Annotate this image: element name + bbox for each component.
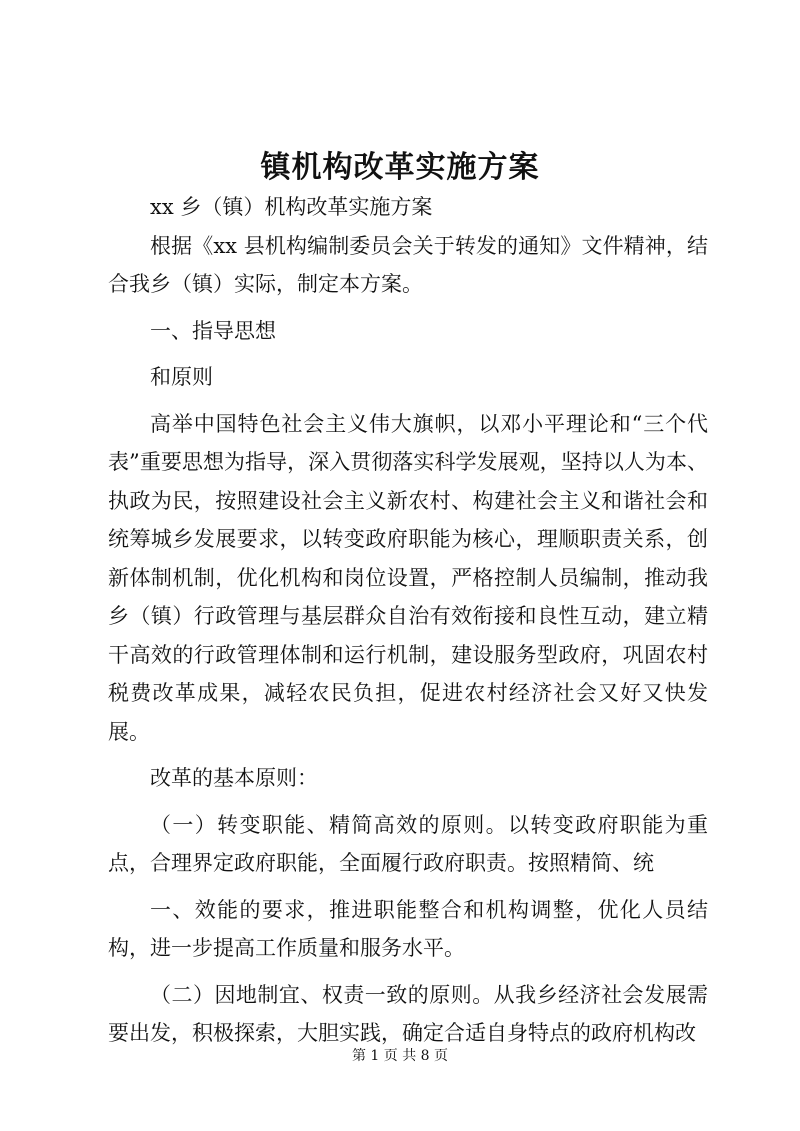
paragraph-subtitle: xx 乡（镇）机构改革实施方案 (150, 195, 433, 219)
document-title: 镇机构改革实施方案 (260, 150, 540, 185)
heading-basic-principles: 改革的基本原则： (150, 766, 318, 790)
paragraph-principle-one-cont: 一、效能的要求，推进职能整合和机构调整，优化人员结构，进一步提高工作质量和服务水平。 (108, 897, 708, 960)
paragraph-principle-two: （二）因地制宜、权责一致的原则。从我乡经济社会发展需要出发，积极探索，大胆实践，确定合适自身特点的政府机构改 (108, 982, 708, 1045)
page-footer: 第 1 页 共 8 页 (351, 1048, 449, 1064)
document-body (108, 188, 708, 1053)
paragraph-guiding-body: 高举中国特色社会主义伟大旗帜，以邓小平理论和“三个代表”重要思想为指导，深入贯彻落实科学发展观，坚持以人为本、执政为民，按照建设社会主义新农村、构建社会主义和谐社会和统筹城乡发展要求，以转变政府职能为核心，理顺职责关系，创新体制机制，优化机构和岗位设置，严格控制人员编制，推动我乡（镇）行政管理与基层群众自治有效衔接和良性互动，建立精干高效的行政管理体制和运行机制，建设服务型政府，巩固农村税费改革成果，减轻农民负担，促进农村经济社会又好又快发展。 (108, 411, 708, 744)
paragraph-principle-one: （一）转变职能、精简高效的原则。以转变政府职能为重点，合理界定政府职能，全面履行政府职责。按照精简、统 (108, 812, 708, 875)
heading-guiding-thought: 一、指导思想 (150, 318, 276, 343)
heading-principles: 和原则 (150, 365, 213, 389)
paragraph-basis: 根据《xx 县机构编制委员会关于转发的通知》文件精神，结合我乡（镇）实际，制定本方案。 (108, 233, 708, 296)
